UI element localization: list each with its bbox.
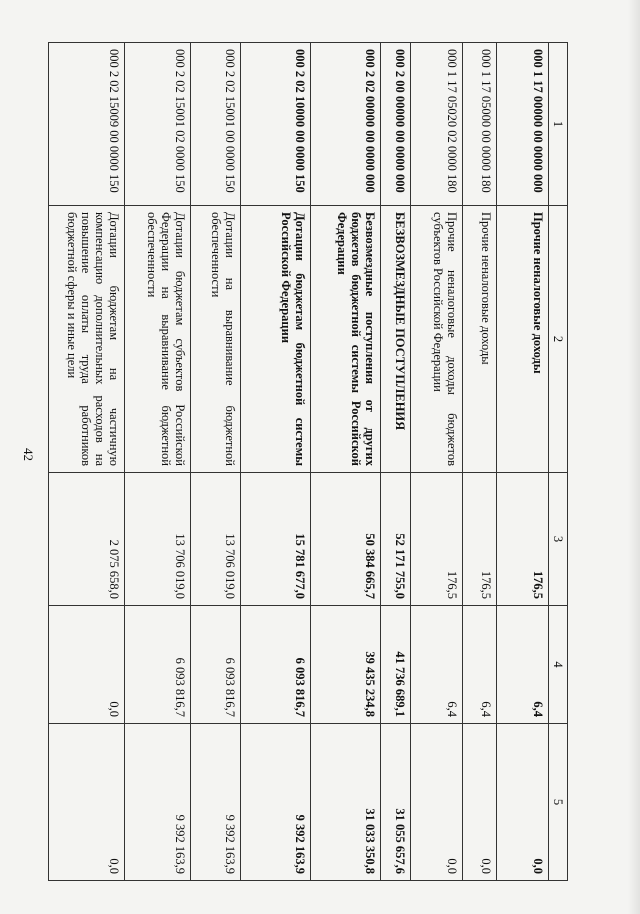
value-col4-cell: 6 093 816,7 <box>191 606 241 724</box>
budget-code-cell: 000 2 02 15001 00 0000 150 <box>191 43 241 206</box>
table-row <box>241 43 311 881</box>
budget-code-cell: 000 2 00 00000 00 0000 000 <box>381 43 411 206</box>
value-col4-cell: 6,4 <box>497 606 549 724</box>
budget-code-cell: 000 1 17 00000 00 0000 000 <box>497 43 549 206</box>
value-col5-cell: 31 033 350,8 <box>311 724 381 881</box>
budget-code-cell: 000 2 02 15009 00 0000 150 <box>49 43 125 206</box>
value-col3-cell: 50 384 665,7 <box>311 473 381 606</box>
value-col3-cell: 176,5 <box>411 473 463 606</box>
rotated-table-wrapper <box>65 42 568 880</box>
item-name-cell: Безвозмездные поступления от других бюджетов бюджетной системы Российской Федерации <box>311 206 381 473</box>
value-col4-cell: 6,4 <box>411 606 463 724</box>
value-col3-cell: 15 781 677,0 <box>241 473 311 606</box>
budget-code-cell: 000 2 02 10000 00 0000 150 <box>241 43 311 206</box>
value-col4-cell: 41 736 689,1 <box>381 606 411 724</box>
scan-edge-shadow <box>628 0 640 914</box>
value-col3-cell: 176,5 <box>463 473 497 606</box>
header-col-3: 3 <box>549 473 568 606</box>
value-col5-cell: 9 392 163,9 <box>241 724 311 881</box>
header-col-5: 5 <box>549 724 568 881</box>
value-col3-cell: 2 075 658,0 <box>49 473 125 606</box>
budget-table <box>48 42 568 881</box>
value-col5-cell: 31 055 657,6 <box>381 724 411 881</box>
table-row <box>191 43 241 881</box>
header-col-4: 4 <box>549 606 568 724</box>
page-number: 42 <box>21 448 36 461</box>
value-col4-cell: 6 093 816,7 <box>125 606 191 724</box>
budget-code-cell: 000 2 02 00000 00 0000 000 <box>311 43 381 206</box>
table-row <box>49 43 125 881</box>
table-row <box>381 43 411 881</box>
value-col5-cell: 0,0 <box>497 724 549 881</box>
budget-code-cell: 000 1 17 05000 00 0000 180 <box>463 43 497 206</box>
table-row <box>497 43 549 881</box>
value-col3-cell: 13 706 019,0 <box>191 473 241 606</box>
header-col-2: 2 <box>549 206 568 473</box>
value-col3-cell: 52 171 755,0 <box>381 473 411 606</box>
value-col5-cell: 0,0 <box>49 724 125 881</box>
table-row <box>311 43 381 881</box>
value-col3-cell: 176,5 <box>497 473 549 606</box>
item-name-cell: БЕЗВОЗМЕЗДНЫЕ ПОСТУПЛЕНИЯ <box>381 206 411 473</box>
header-row <box>549 43 568 881</box>
budget-code-cell: 000 2 02 15001 02 0000 150 <box>125 43 191 206</box>
table-row <box>463 43 497 881</box>
header-col-1: 1 <box>549 43 568 206</box>
table-row <box>411 43 463 881</box>
value-col5-cell: 9 392 163,9 <box>191 724 241 881</box>
value-col4-cell: 6,4 <box>463 606 497 724</box>
item-name-cell: Дотации бюджетам субъектов Российской Федерации на выравнивание бюджетной обеспеченности <box>125 206 191 473</box>
value-col4-cell: 0,0 <box>49 606 125 724</box>
item-name-cell: Дотации бюджетам на частичную компенсацию дополнительных расходов на повышение оплаты труда работников бюджетной сферы и иные цели <box>49 206 125 473</box>
item-name-cell: Дотации на выравнивание бюджетной обеспеченности <box>191 206 241 473</box>
item-name-cell: Прочие неналоговые доходы бюджетов субъектов Российской Федерации <box>411 206 463 473</box>
item-name-cell: Прочие неналоговые доходы <box>497 206 549 473</box>
value-col3-cell: 13 706 019,0 <box>125 473 191 606</box>
item-name-cell: Дотации бюджетам бюджетной системы Российской Федерации <box>241 206 311 473</box>
budget-code-cell: 000 1 17 05020 02 0000 180 <box>411 43 463 206</box>
budget-table-body <box>49 43 568 881</box>
value-col5-cell: 0,0 <box>463 724 497 881</box>
value-col4-cell: 39 435 234,8 <box>311 606 381 724</box>
value-col5-cell: 0,0 <box>411 724 463 881</box>
table-row <box>125 43 191 881</box>
value-col5-cell: 9 392 163,9 <box>125 724 191 881</box>
item-name-cell: Прочие неналоговые доходы <box>463 206 497 473</box>
value-col4-cell: 6 093 816,7 <box>241 606 311 724</box>
